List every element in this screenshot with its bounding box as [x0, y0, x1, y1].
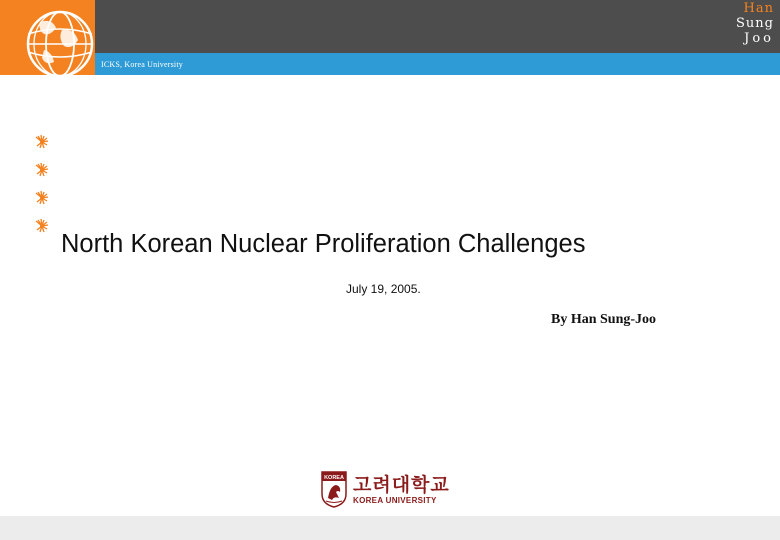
- footer-bar: [0, 516, 780, 540]
- university-name-english: KOREA UNIVERSITY: [353, 496, 437, 505]
- swirl-bullet-icon: [35, 191, 49, 205]
- author-logo: [724, 1, 774, 46]
- logo-box: [0, 0, 95, 75]
- author-logo-line-han: Han: [743, 1, 774, 16]
- slide-title: North Korean Nuclear Proliferation Challenges: [61, 230, 586, 258]
- university-logo: [320, 470, 450, 508]
- author-logo-line-sung: Sung: [736, 16, 774, 31]
- slide-date: July 19, 2005.: [346, 282, 421, 296]
- swirl-bullet-icon: [35, 135, 49, 149]
- swirl-bullet-icon: [35, 219, 49, 233]
- author-logo-line-joo: Joo: [744, 31, 774, 46]
- korea-university-emblem-icon: [320, 470, 348, 508]
- header-bar: [95, 0, 780, 53]
- slide-byline: By Han Sung-Joo: [551, 312, 657, 327]
- university-name-korean: 고려대학교: [353, 474, 450, 496]
- globe-icon: [0, 0, 95, 75]
- organization-label: ICKS, Korea University: [101, 60, 183, 69]
- svg-text:KOREA: KOREA: [324, 475, 344, 481]
- swirl-bullet-icon: [35, 163, 49, 177]
- subheader-bar: [95, 53, 780, 75]
